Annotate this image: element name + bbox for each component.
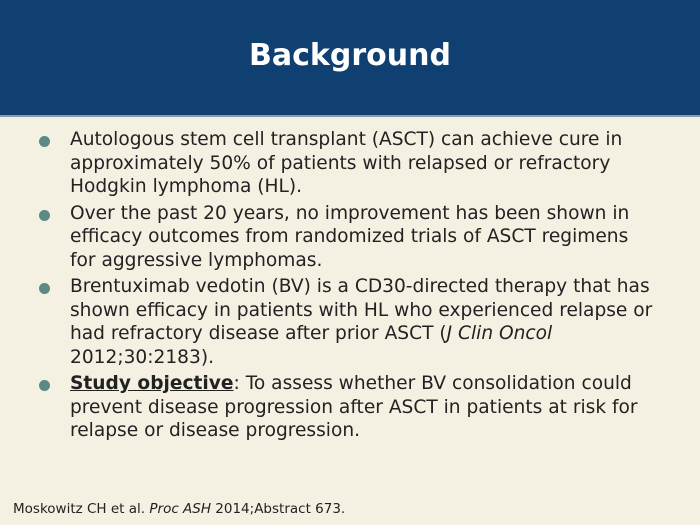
citation-source: Proc ASH bbox=[149, 501, 211, 517]
citation-details: 2014;Abstract 673. bbox=[211, 501, 346, 517]
citation-authors: Moskowitz CH et al. bbox=[13, 501, 150, 517]
footer-citation bbox=[13, 501, 345, 518]
bullet-item bbox=[36, 202, 656, 273]
bullet-dot-icon bbox=[39, 210, 50, 221]
bullet-text: : To assess whether BV consolidation could prevent disease progression after ASCT in patients at risk for relapse or disease progression. bbox=[70, 373, 638, 441]
bullet-dot-icon bbox=[39, 283, 50, 294]
bullet-text-citation: 2012;30:2183). bbox=[70, 346, 214, 368]
slide-title: Background bbox=[249, 38, 451, 73]
bullet-text: Autologous stem cell transplant (ASCT) can achieve cure in approximately 50% of patients with relapsed or refractory Hodgkin lymphoma (HL). bbox=[70, 129, 623, 197]
header-divider bbox=[0, 115, 700, 117]
bullet-text: Over the past 20 years, no improvement has been shown in efficacy outcomes from randomized trials of ASCT regimens for aggressive lymphomas. bbox=[70, 202, 630, 271]
title-banner bbox=[0, 0, 700, 115]
bullet-dot-icon bbox=[39, 136, 50, 147]
bullet-item bbox=[36, 128, 656, 199]
bullet-item bbox=[36, 275, 656, 369]
journal-name: J Clin Oncol bbox=[446, 323, 553, 344]
bullet-dot-icon bbox=[39, 380, 50, 391]
study-objective-label: Study objective bbox=[70, 373, 234, 394]
bullet-text: Brentuximab vedotin (BV) is a CD30-directed therapy that has shown efficacy in patients with HL who experienced relapse or had refractory disease after prior ASCT ( bbox=[70, 276, 653, 344]
bullet-list bbox=[36, 128, 656, 446]
bullet-item bbox=[36, 372, 656, 443]
